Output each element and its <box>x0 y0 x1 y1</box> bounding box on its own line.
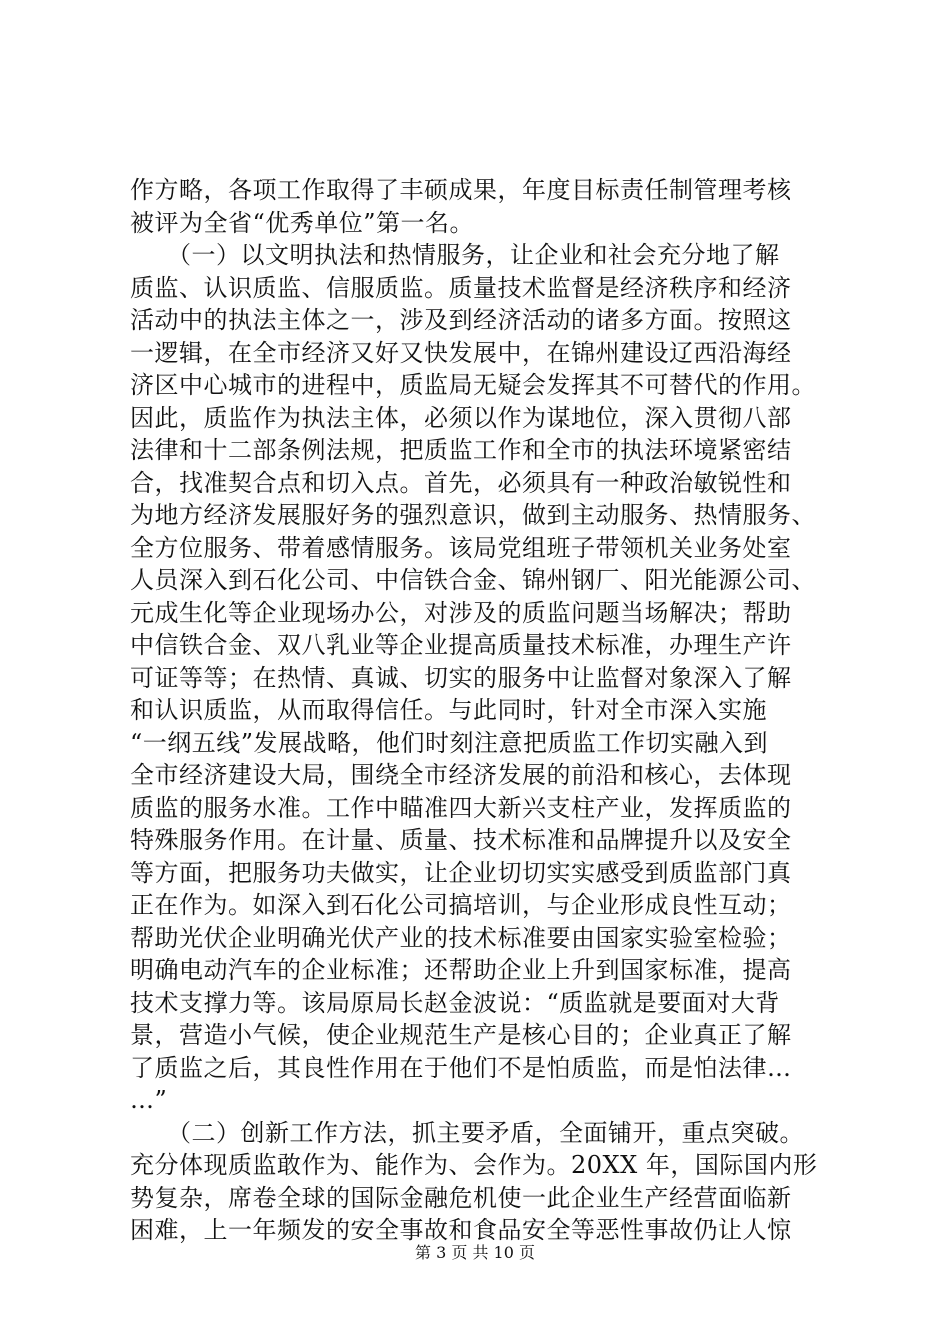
text-line: …” <box>130 1086 168 1114</box>
text-line: “一纲五线”发展战略，他们时刻注意把质监工作切实融入到 <box>130 728 769 757</box>
text-line: 景，营造小气候，使企业规范生产是核心目的；企业真正了解 <box>130 1021 792 1049</box>
page-footer: 第 3 页 共 10 页 <box>415 1243 535 1262</box>
text-line: 中信铁合金、双八乳业等企业提高质量技术标准，办理生产许 <box>130 631 792 659</box>
text-line: 技术支撑力等。该局原局长赵金波说：“质监就是要面对大背 <box>130 988 780 1017</box>
text-line: 帮助光伏企业明确光伏产业的技术标准要由国家实验室检验； <box>130 923 792 952</box>
text-line: 作方略，各项工作取得了丰硕成果，年度目标责任制管理考核 <box>130 176 792 204</box>
text-line: 正在作为。如深入到石化公司搞培训，与企业形成良性互动； <box>130 891 792 919</box>
text-line: 元成生化等企业现场办公，对涉及的质监问题当场解决；帮助 <box>130 598 792 627</box>
text-line: 合，找准契合点和切入点。首先，必须具有一种政治敏锐性和 <box>130 468 792 497</box>
text-line: 法律和十二部条例法规，把质监工作和全市的执法环境紧密结 <box>130 436 792 464</box>
text-line: 和认识质监，从而取得信任。与此同时，针对全市深入实施 <box>130 696 767 724</box>
text-line: 充分体现质监敢作为、能作为、会作为。20XX 年，国际国内形 <box>130 1151 818 1179</box>
text-line: （二）创新工作方法，抓主要矛盾，全面铺开，重点突破。 <box>130 1118 804 1147</box>
text-line: 济区中心城市的进程中，质监局无疑会发挥其不可替代的作用。 <box>130 371 816 399</box>
text-line: 质监、认识质监、信服质监。质量技术监督是经济秩序和经济 <box>130 273 792 302</box>
text-line: 特殊服务作用。在计量、质量、技术标准和品牌提升以及安全 <box>130 826 792 854</box>
text-line: 全方位服务、带着感情服务。该局党组班子带领机关业务处室 <box>130 533 792 562</box>
text-line: （一）以文明执法和热情服务，让企业和社会充分地了解 <box>130 241 780 269</box>
text-line: 势复杂，席卷全球的国际金融危机使一此企业生产经营面临新 <box>130 1183 792 1212</box>
text-line: 了质监之后，其良性作用在于他们不是怕质监，而是怕法律… <box>130 1053 792 1082</box>
text-line: 人员深入到石化公司、中信铁合金、锦州钢厂、阳光能源公司、 <box>130 566 816 594</box>
text-line: 活动中的执法主体之一，涉及到经济活动的诸多方面。按照这 <box>130 306 792 334</box>
text-line: 困难，上一年频发的安全事故和食品安全等恶性事故仍让人惊 <box>130 1216 792 1244</box>
text-line: 为地方经济发展服好务的强烈意识，做到主动服务、热情服务、 <box>130 501 816 529</box>
text-line: 被评为全省“优秀单位”第一名。 <box>130 208 475 237</box>
text-line: 因此，质监作为执法主体，必须以作为谋地位，深入贯彻八部 <box>130 403 792 432</box>
text-line: 质监的服务水准。工作中瞄准四大新兴支柱产业，发挥质监的 <box>130 793 792 822</box>
text-line: 一逻辑，在全市经济又好又快发展中，在锦州建设辽西沿海经 <box>130 338 792 367</box>
text-line: 等方面，把服务功夫做实，让企业切切实实感受到质监部门真 <box>130 858 792 887</box>
body-text <box>130 174 850 1247</box>
text-line: 全市经济建设大局，围绕全市经济发展的前沿和核心，去体现 <box>130 761 792 789</box>
text-line: 可证等等；在热情、真诚、切实的服务中让监督对象深入了解 <box>130 663 792 692</box>
text-line: 明确电动汽车的企业标准；还帮助企业上升到国家标准，提高 <box>130 956 792 984</box>
